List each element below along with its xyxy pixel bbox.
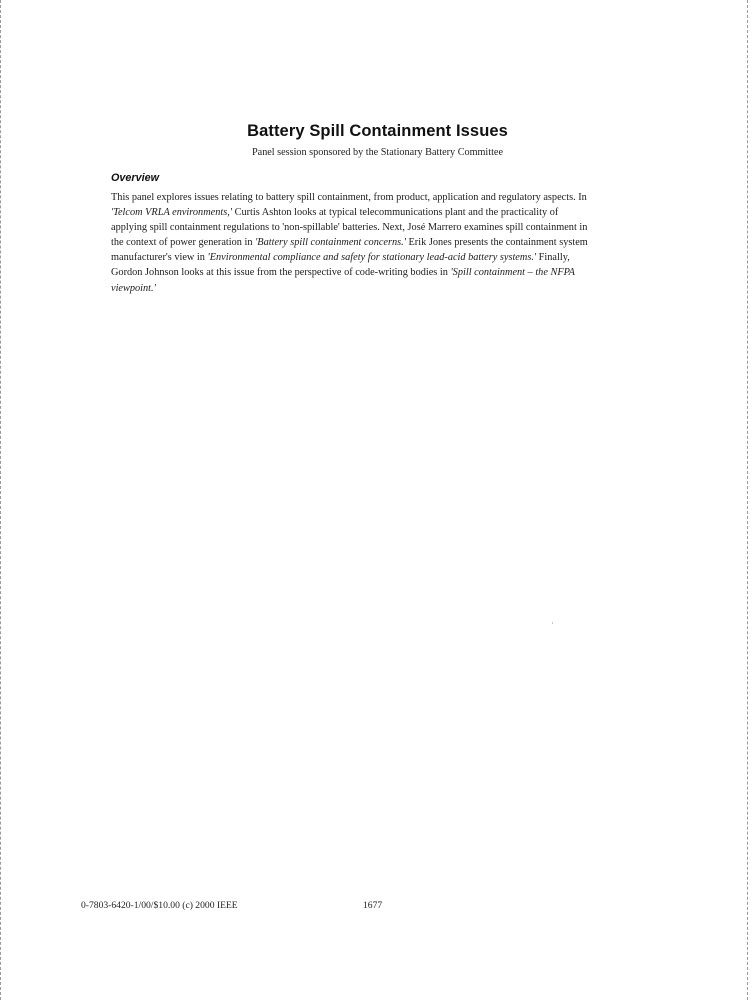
paper-title: Battery Spill Containment Issues [247,122,508,140]
overview-paragraph [111,190,641,296]
paragraph-text: the context of power generation in [111,237,256,249]
paragraph-text: Finally, [536,252,570,264]
paragraph-text: applying spill containment regulations to 'non-spillable' batteries. Next, José Marrero examines spill containment in [111,222,588,234]
paragraph-text: manufacturer's view in [111,252,208,264]
page-number: 1677 [363,900,383,911]
section-heading-overview: Overview [111,172,160,184]
cited-talk-title: viewpoint.' [111,282,156,294]
cited-talk-title: 'Spill containment – the NFPA [450,267,575,279]
paragraph-line [111,235,641,250]
paragraph-line [111,190,641,205]
cited-talk-title: 'Environmental compliance and safety for stationary lead-acid battery systems.' [207,252,537,264]
paragraph-text: Curtis Ashton looks at typical telecommunications plant and the practicality of [232,207,559,219]
paper-subtitle: Panel session sponsored by the Stationary Battery Committee [252,147,503,158]
paragraph-line [111,220,641,235]
paragraph-line [111,250,641,265]
paragraph-text: Erik Jones presents the containment system [405,237,588,249]
scan-speck [552,622,553,624]
paragraph-line [111,205,641,220]
paragraph-line [111,281,641,296]
cited-talk-title: 'Battery spill containment concerns.' [255,237,406,249]
paragraph-text: This panel explores issues relating to battery spill containment, from product, application and regulatory aspects. In [111,192,587,203]
paragraph-text: Gordon Johnson looks at this issue from the perspective of code-writing bodies in [111,267,451,279]
paragraph-line [111,265,641,280]
cited-talk-title: 'Telcom VRLA environments,' [111,207,232,219]
copyright-footer: 0-7803-6420-1/00/$10.00 (c) 2000 IEEE [81,900,238,911]
